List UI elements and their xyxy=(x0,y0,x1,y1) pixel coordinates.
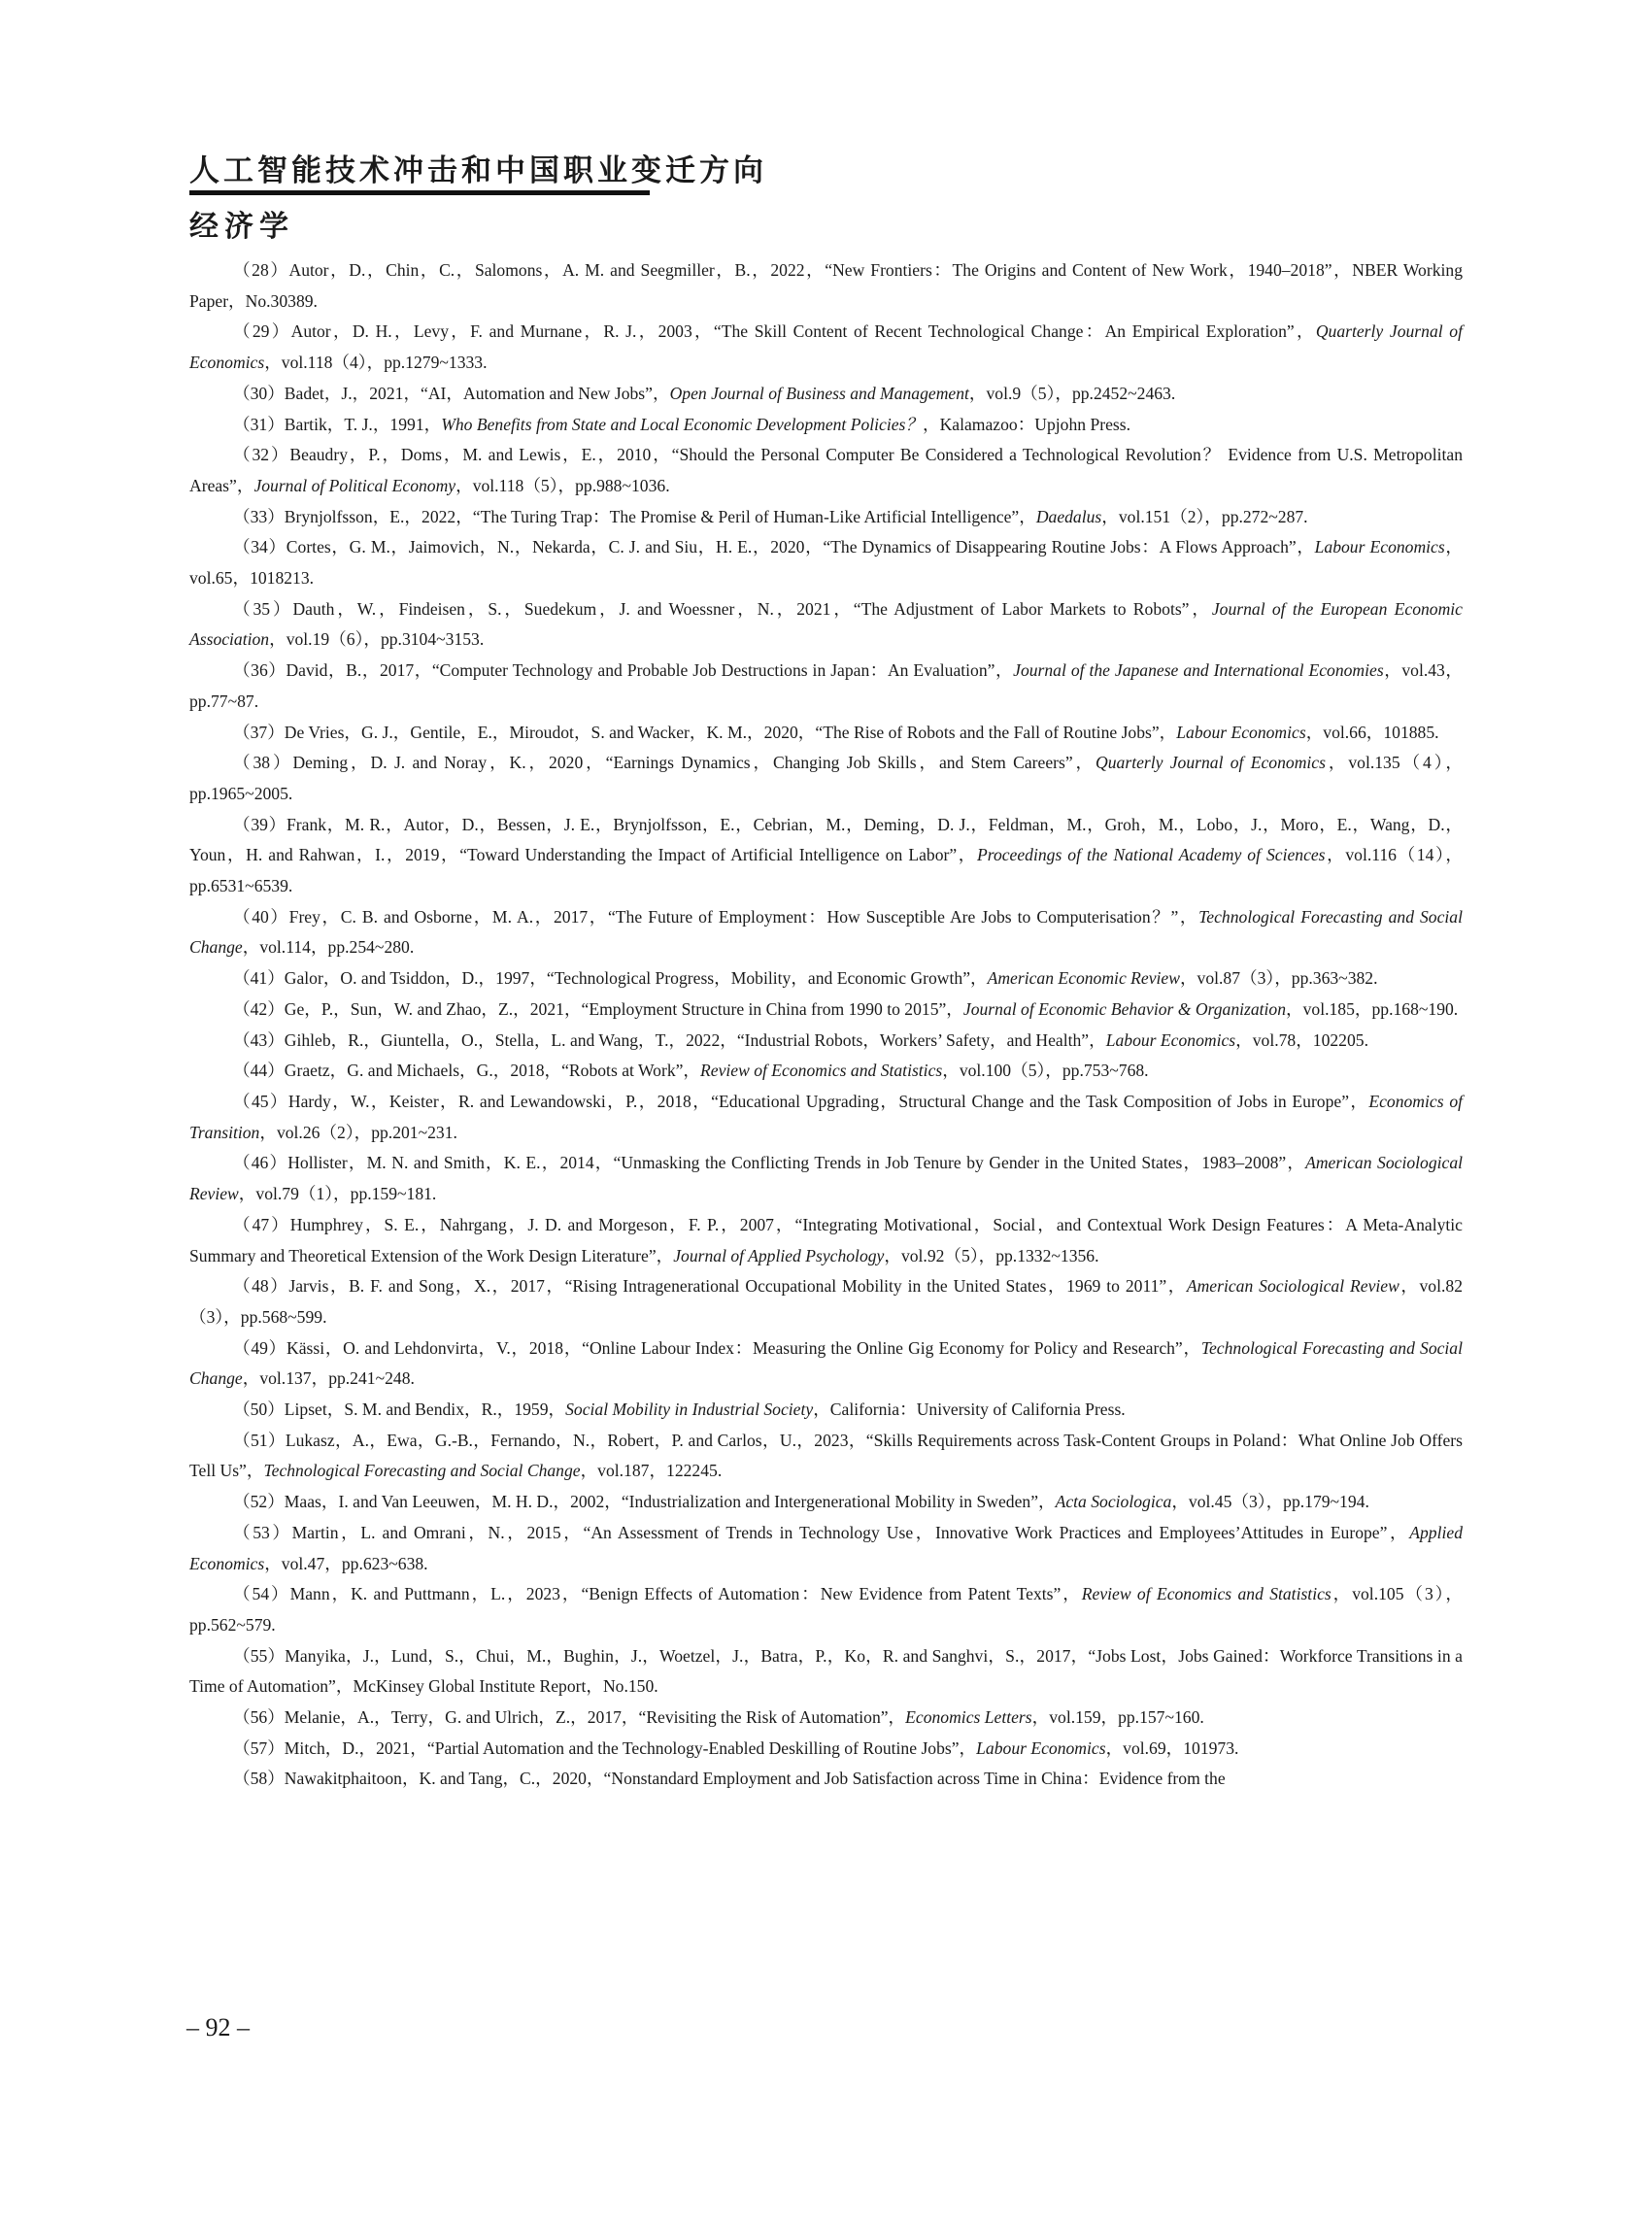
reference-entry xyxy=(189,317,1463,378)
reference-text: （35）Dauth，W.，Findeisen，S.，Suedekum，J. and Woessner，N.，2021，“The Adjustment of Labor Markets to Robots”， xyxy=(233,598,1212,619)
reference-details: ，vol.47，pp.623~638. xyxy=(264,1553,428,1573)
reference-source: Labour Economics xyxy=(1105,1029,1236,1050)
reference-details: ，vol.19（6），pp.3104~3153. xyxy=(269,629,485,650)
reference-text: （54）Mann，K. and Puttmann，L.，2023，“Benign Effects of Automation：New Evidence from Patent Texts”， xyxy=(233,1584,1082,1604)
reference-entry xyxy=(189,1518,1463,1579)
reference-text: （50）Lipset，S. M. and Bendix，R.，1959， xyxy=(233,1400,566,1420)
reference-source: Applied Economics xyxy=(189,1522,1463,1573)
reference-text: （39）Frank，M. R.，Autor，D.，Bessen，J. E.，Brynjolfsson，E.，Cebrian，M.，Deming，D. J.，Feldman，M.，Groh，M.，Lobo，J.，Moro，E.，Wang，D.，Youn，H. and Rahwan，I.，2019，“Toward Understanding the Impact of Artificial Intelligence on Labor”， xyxy=(189,814,1463,865)
reference-text: （38）Deming，D. J. and Noray，K.，2020，“Earnings Dynamics，Changing Job Skills，and Stem Careers”， xyxy=(233,753,1096,773)
reference-details: ，vol.92（5），pp.1332~1356. xyxy=(884,1245,1099,1265)
reference-text: （41）Galor，O. and Tsiddon，D.，1997，“Technological Progress，Mobility，and Economic Growth”， xyxy=(233,968,988,989)
reference-source: Proceedings of the National Academy of Sciences xyxy=(977,845,1326,865)
reference-source: Acta Sociologica xyxy=(1055,1492,1172,1512)
reference-entry xyxy=(189,718,1463,749)
reference-details: ，vol.26（2），pp.201~231. xyxy=(259,1122,457,1142)
reference-details: ，vol.137，pp.241~248. xyxy=(242,1368,415,1389)
reference-details: ，vol.159，pp.157~160. xyxy=(1031,1707,1204,1728)
reference-entry xyxy=(189,656,1463,717)
reference-source: American Economic Review xyxy=(987,968,1180,989)
reference-details: ，vol.87（3），pp.363~382. xyxy=(1179,968,1378,989)
reference-entry xyxy=(189,1734,1463,1765)
reference-details: ，vol.116（14），pp.6531~6539. xyxy=(189,845,1463,896)
reference-source: Journal of Applied Psychology xyxy=(673,1245,885,1265)
reference-entry xyxy=(189,502,1463,533)
reference-text: （37）De Vries，G. J.，Gentile，E.，Miroudot，S. and Wacker，K. M.，2020，“The Rise of Robots and the Fall of Routine Jobs”， xyxy=(233,722,1177,742)
reference-details: ，California：University of California Press. xyxy=(813,1400,1126,1420)
reference-entry xyxy=(189,1210,1463,1271)
reference-entry xyxy=(189,810,1463,902)
reference-entry xyxy=(189,902,1463,963)
reference-entry xyxy=(189,995,1463,1026)
reference-source: Labour Economics xyxy=(1314,537,1445,557)
reference-entry xyxy=(189,440,1463,501)
reference-source: Journal of the Japanese and International Economies xyxy=(1013,660,1384,681)
reference-details: ，vol.187，122245. xyxy=(580,1461,723,1481)
reference-list xyxy=(189,255,1463,1795)
reference-text: （56）Melanie，A.，Terry，G. and Ulrich，Z.，2017，“Revisiting the Risk of Automation”， xyxy=(233,1707,906,1728)
reference-source: Journal of Political Economy xyxy=(253,475,456,495)
reference-source: Quarterly Journal of Economics xyxy=(189,321,1463,373)
reference-text: （36）David，B.，2017，“Computer Technology and Probable Job Destructions in Japan：An Evaluation”， xyxy=(233,660,1014,681)
reference-details: ，vol.9（5），pp.2452~2463. xyxy=(968,383,1176,403)
reference-source: Technological Forecasting and Social Change xyxy=(263,1461,581,1481)
reference-entry xyxy=(189,1271,1463,1332)
reference-details: ，vol.118（5），pp.988~1036. xyxy=(455,475,670,495)
reference-text: （48）Jarvis，B. F. and Song，X.，2017，“Rising Intragenerational Occupational Mobility in the United States，1969 to 2011”， xyxy=(233,1276,1187,1297)
reference-entry xyxy=(189,532,1463,593)
reference-source: Technological Forecasting and Social Change xyxy=(189,906,1463,958)
reference-entry xyxy=(189,1487,1463,1518)
reference-text: （30）Badet，J.，2021，“AI，Automation and New Jobs”， xyxy=(233,383,670,403)
reference-source: Journal of the European Economic Association xyxy=(189,598,1463,650)
reference-text: （40）Frey，C. B. and Osborne，M. A.，2017，“The Future of Employment：How Susceptible Are Jobs to Computerisation？”， xyxy=(233,906,1199,927)
reference-text: （57）Mitch，D.，2021，“Partial Automation and the Technology-Enabled Deskilling of Routine Jobs”， xyxy=(233,1737,977,1758)
reference-entry xyxy=(189,379,1463,410)
reference-source: Social Mobility in Industrial Society xyxy=(565,1400,814,1420)
reference-source: Quarterly Journal of Economics xyxy=(1096,753,1326,773)
reference-details: ，vol.78，102205. xyxy=(1235,1029,1368,1050)
reference-source: Review of Economics and Statistics xyxy=(700,1061,943,1081)
reference-source: Economics of Transition xyxy=(189,1091,1464,1142)
reference-details: ，vol.69，101973. xyxy=(1105,1737,1239,1758)
reference-text: （42）Ge，P.，Sun，W. and Zhao，Z.，2021，“Employment Structure in China from 1990 to 2015”， xyxy=(233,998,963,1019)
reference-text: （51）Lukasz，A.，Ewa，G.-B.，Fernando，N.，Robert，P. and Carlos，U.，2023，“Skills Requirements across Task-Content Groups in Poland：What Online Job Offers Tell Us”， xyxy=(189,1430,1463,1481)
reference-entry xyxy=(189,1333,1463,1395)
reference-source: American Sociological Review xyxy=(189,1153,1464,1204)
reference-entry xyxy=(189,963,1463,995)
reference-entry xyxy=(189,1764,1463,1795)
reference-details: ，vol.114，pp.254~280. xyxy=(242,937,415,958)
reference-entry xyxy=(189,1395,1463,1426)
reference-details: ，vol.100（5），pp.753~768. xyxy=(942,1061,1149,1081)
reference-details: ，vol.185，pp.168~190. xyxy=(1286,998,1459,1019)
reference-source: Who Benefits from State and Local Economic Development Policies？ xyxy=(441,414,923,434)
reference-entry xyxy=(189,1087,1463,1148)
reference-source: Economics Letters xyxy=(905,1707,1032,1728)
reference-details: ，vol.135（4），pp.1965~2005. xyxy=(189,753,1463,803)
reference-details: ，vol.43，pp.77~87. xyxy=(189,660,1463,711)
reference-details: ，vol.82（3），pp.568~599. xyxy=(189,1276,1463,1327)
reference-text: （33）Brynjolfsson，E.，2022，“The Turing Trap：The Promise & Peril of Human-Like Artificial Intelligence”， xyxy=(233,506,1036,526)
reference-entry xyxy=(189,1148,1463,1209)
reference-text: （28）Autor，D.，Chin，C.，Salomons，A. M. and Seegmiller，B.，2022，“New Frontiers：The Origins and Content of New Work，1940–2018”，NBER Working Paper，No.30389. xyxy=(189,260,1463,311)
reference-source: American Sociological Review xyxy=(1186,1276,1399,1297)
reference-details: ，vol.65，1018213. xyxy=(189,537,1463,589)
reference-text: （52）Maas，I. and Van Leeuwen，M. H. D.，2002，“Industrialization and Intergenerational Mobility in Sweden”， xyxy=(233,1492,1056,1512)
reference-entry xyxy=(189,1579,1463,1640)
running-title: 人工智能技术冲击和中国职业变迁方向 xyxy=(189,153,767,188)
reference-details: ，vol.66，101885. xyxy=(1305,722,1439,742)
reference-entry xyxy=(189,594,1463,656)
reference-text: （34）Cortes，G. M.，Jaimovich，N.，Nekarda，C. J. and Siu，H. E.，2020，“The Dynamics of Disappearing Routine Jobs：A Flows Approach”， xyxy=(233,537,1315,557)
reference-source: Journal of Economic Behavior & Organization xyxy=(962,998,1287,1019)
reference-text: （43）Gihleb，R.，Giuntella，O.，Stella，L. and Wang，T.，2022，“Industrial Robots，Workers’ Safety，and Health”， xyxy=(233,1029,1106,1050)
reference-entry xyxy=(189,1703,1463,1734)
reference-text: （58）Nawakitphaitoon，K. and Tang，C.，2020，“Nonstandard Employment and Job Satisfaction across Time in China：Evidence from the xyxy=(233,1769,1226,1789)
reference-details: ，vol.105（3），pp.562~579. xyxy=(189,1584,1464,1635)
reference-details: ，vol.45（3），pp.179~194. xyxy=(1171,1492,1369,1512)
reference-text: （32）Beaudry，P.，Doms，M. and Lewis，E.，2010，“Should the Personal Computer Be Considered a Technological Revolution？ Evidence from U.S. Metropolitan Areas”， xyxy=(189,445,1463,495)
reference-text: （31）Bartik，T. J.，1991， xyxy=(233,414,442,434)
reference-details: ，vol.151（2），pp.272~287. xyxy=(1101,506,1308,526)
reference-details: ，vol.118（4），pp.1279~1333. xyxy=(264,353,488,373)
reference-text: （53）Martin，L. and Omrani，N.，2015，“An Assessment of Trends in Technology Use，Innovative Work Practices and Employees’Attitudes in Europe”， xyxy=(233,1522,1410,1542)
reference-text: （44）Graetz，G. and Michaels，G.，2018，“Robots at Work”， xyxy=(233,1061,701,1081)
reference-text: （47）Humphrey，S. E.，Nahrgang，J. D. and Morgeson，F. P.，2007，“Integrating Motivational，Social，and Contextual Work Design Features：A Meta-Analytic Summary and Theoretical Extension of the Work Design Literature”， xyxy=(189,1214,1463,1265)
reference-source: Review of Economics and Statistics xyxy=(1081,1584,1332,1604)
reference-entry xyxy=(189,410,1463,441)
page-number: – 92 – xyxy=(186,2013,250,2041)
reference-text: （46）Hollister，M. N. and Smith，K. E.，2014，“Unmasking the Conflicting Trends in Job Tenure by Gender in the United States，1983–2008”， xyxy=(233,1153,1306,1173)
reference-text: （45）Hardy，W.，Keister，R. and Lewandowski，P.，2018，“Educational Upgrading，Structural Change and the Task Composition of Jobs in Europe”， xyxy=(233,1091,1369,1111)
reference-source: Daedalus xyxy=(1035,506,1102,526)
reference-source: Labour Economics xyxy=(976,1737,1106,1758)
reference-source: Technological Forecasting and Social Change xyxy=(189,1337,1463,1389)
reference-entry xyxy=(189,748,1463,809)
reference-entry xyxy=(189,255,1463,317)
reference-details: ，Kalamazoo：Upjohn Press. xyxy=(923,414,1131,434)
reference-source: Open Journal of Business and Management xyxy=(669,383,969,403)
reference-entry xyxy=(189,1056,1463,1087)
reference-entry xyxy=(189,1426,1463,1487)
reference-entry xyxy=(189,1026,1463,1057)
section-label: 经济学 xyxy=(189,210,294,244)
reference-details: ，vol.79（1），pp.159~181. xyxy=(238,1184,437,1204)
reference-text: （55）Manyika，J.，Lund，S.，Chui，M.，Bughin，J.，Woetzel，J.，Batra，P.，Ko，R. and Sanghvi，S.，2017，“Jobs Lost，Jobs Gained：Workforce Transitions in a Time of Automation”，McKinsey Global Institute Report，No.150. xyxy=(189,1645,1463,1697)
reference-text: （29）Autor，D. H.，Levy，F. and Murnane，R. J.，2003，“The Skill Content of Recent Technological Change：An Empirical Exploration”， xyxy=(233,321,1316,342)
title-rule xyxy=(189,190,650,195)
reference-text: （49）Kässi，O. and Lehdonvirta，V.，2018，“Online Labour Index：Measuring the Online Gig Economy for Policy and Research”， xyxy=(233,1337,1201,1358)
reference-entry xyxy=(189,1641,1463,1703)
reference-source: Labour Economics xyxy=(1176,722,1306,742)
